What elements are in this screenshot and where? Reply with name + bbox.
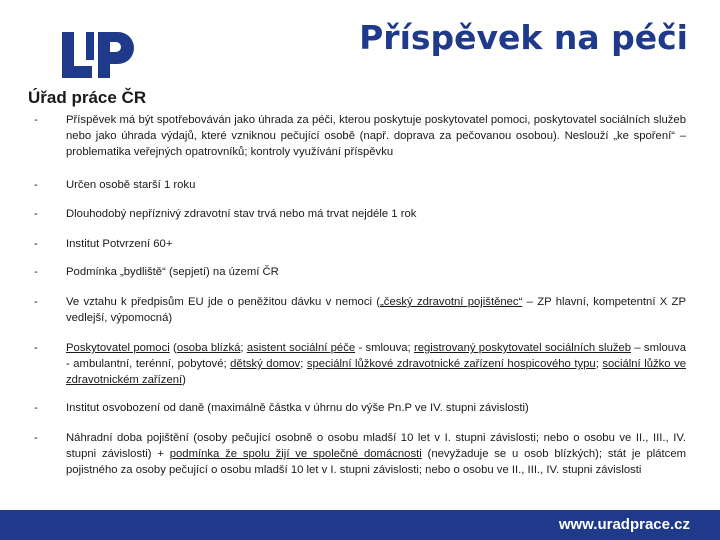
list-item-text (66, 112, 686, 160)
text-segment: - smlouva; (355, 342, 414, 354)
list-item-text (66, 430, 686, 478)
underlined-text: Poskytovatel pomoci (66, 342, 170, 354)
bullet-dash: - (34, 296, 38, 308)
bullet-dash: - (34, 266, 38, 278)
text-segment: – ZP hlavní, kompetentní X ZP vedlejší, výpomocná) (66, 296, 686, 324)
underlined-text: sociální lůžko ve zdravotnickém zařízení (66, 358, 687, 386)
text-segment: Určen osobě starší 1 roku (66, 179, 196, 191)
underlined-text: speciální lůžkové zdravotnické zařízení hospicového typu (306, 358, 596, 370)
text-segment: Podmínka „bydliště“ (sepjetí) na území ČR (66, 266, 279, 278)
underlined-text: „český zdravotní pojištěnec“ (380, 296, 523, 308)
text-segment: – smlouva - ambulantní, terénní, pobytové; (66, 342, 686, 370)
text-segment: Náhradní doba pojištění (osoby pečující osobně o osobu mladší 10 let v I. stupni závislosti; nebo o osobu ve II., III., IV. stupni závislosti) + (66, 432, 686, 460)
bullet-dash: - (34, 179, 38, 191)
underlined-text: podmínka že spolu žijí ve společné domácnosti (169, 448, 422, 460)
underlined-text: registrovaný poskytovatel sociálních služeb (413, 342, 632, 354)
text-segment: Dlouhodobý nepříznivý zdravotní stav trvá nebo má trvat nejdéle 1 rok (66, 208, 417, 220)
text-segment: Institut osvobození od daně (maximálně částka v úhrnu do výše Pn.P ve IV. stupni závislosti) (66, 402, 529, 414)
bullet-dash: - (34, 208, 38, 220)
bullet-dash: - (34, 238, 38, 250)
text-segment: ; (300, 358, 307, 370)
page-title: Příspěvek na péči (359, 18, 688, 57)
list-item-text (66, 177, 686, 193)
footer-url[interactable]: www.uradprace.cz (558, 516, 690, 533)
text-segment: Institut Potvrzení 60+ (66, 238, 173, 250)
list-item-text (66, 294, 686, 326)
text-segment: ; (240, 342, 247, 354)
bullet-dash: - (34, 402, 38, 414)
text-segment: ; (595, 358, 603, 370)
text-segment: Příspěvek má být spotřebováván jako úhrada za péči, kterou poskytuje poskytovatel pomoci, poskytovatel sociálních služeb nebo jako úhrada výdajů, které vzniknou pečující osobě (např. doprava za pečovanou osobou). Neslouží „ke spoření“ – problematika veřejných opatrovníků; kontroly využívání příspěvku (66, 114, 686, 158)
text-segment: Ve vztahu k předpisům EU jde o peněžitou dávku v nemoci ( (66, 296, 381, 308)
list-item-text (66, 340, 686, 388)
list-item-text (66, 400, 686, 416)
footer-bar (0, 510, 720, 540)
underlined-text: asistent sociální péče (246, 342, 356, 354)
bullet-dash: - (34, 432, 38, 444)
underlined-text: dětský domov (230, 358, 301, 370)
logo-text: Úřad práce ČR (28, 88, 147, 107)
text-segment: ( (169, 342, 177, 354)
list-item-text (66, 206, 686, 222)
text-segment: (nevyžaduje se u osob blízkých); stát je plátcem pojistného za osoby pečující o osobu mladší 10 let v I. stupni závislosti; nebo o osobu ve II., III., IV. stupni závislosti (66, 448, 687, 476)
list-item-text (66, 264, 686, 280)
text-segment: ) (182, 374, 186, 386)
bullet-dash: - (34, 342, 38, 354)
underlined-text: osoba blízká (176, 342, 241, 354)
list-item-text (66, 236, 686, 252)
bullet-dash: - (34, 114, 38, 126)
